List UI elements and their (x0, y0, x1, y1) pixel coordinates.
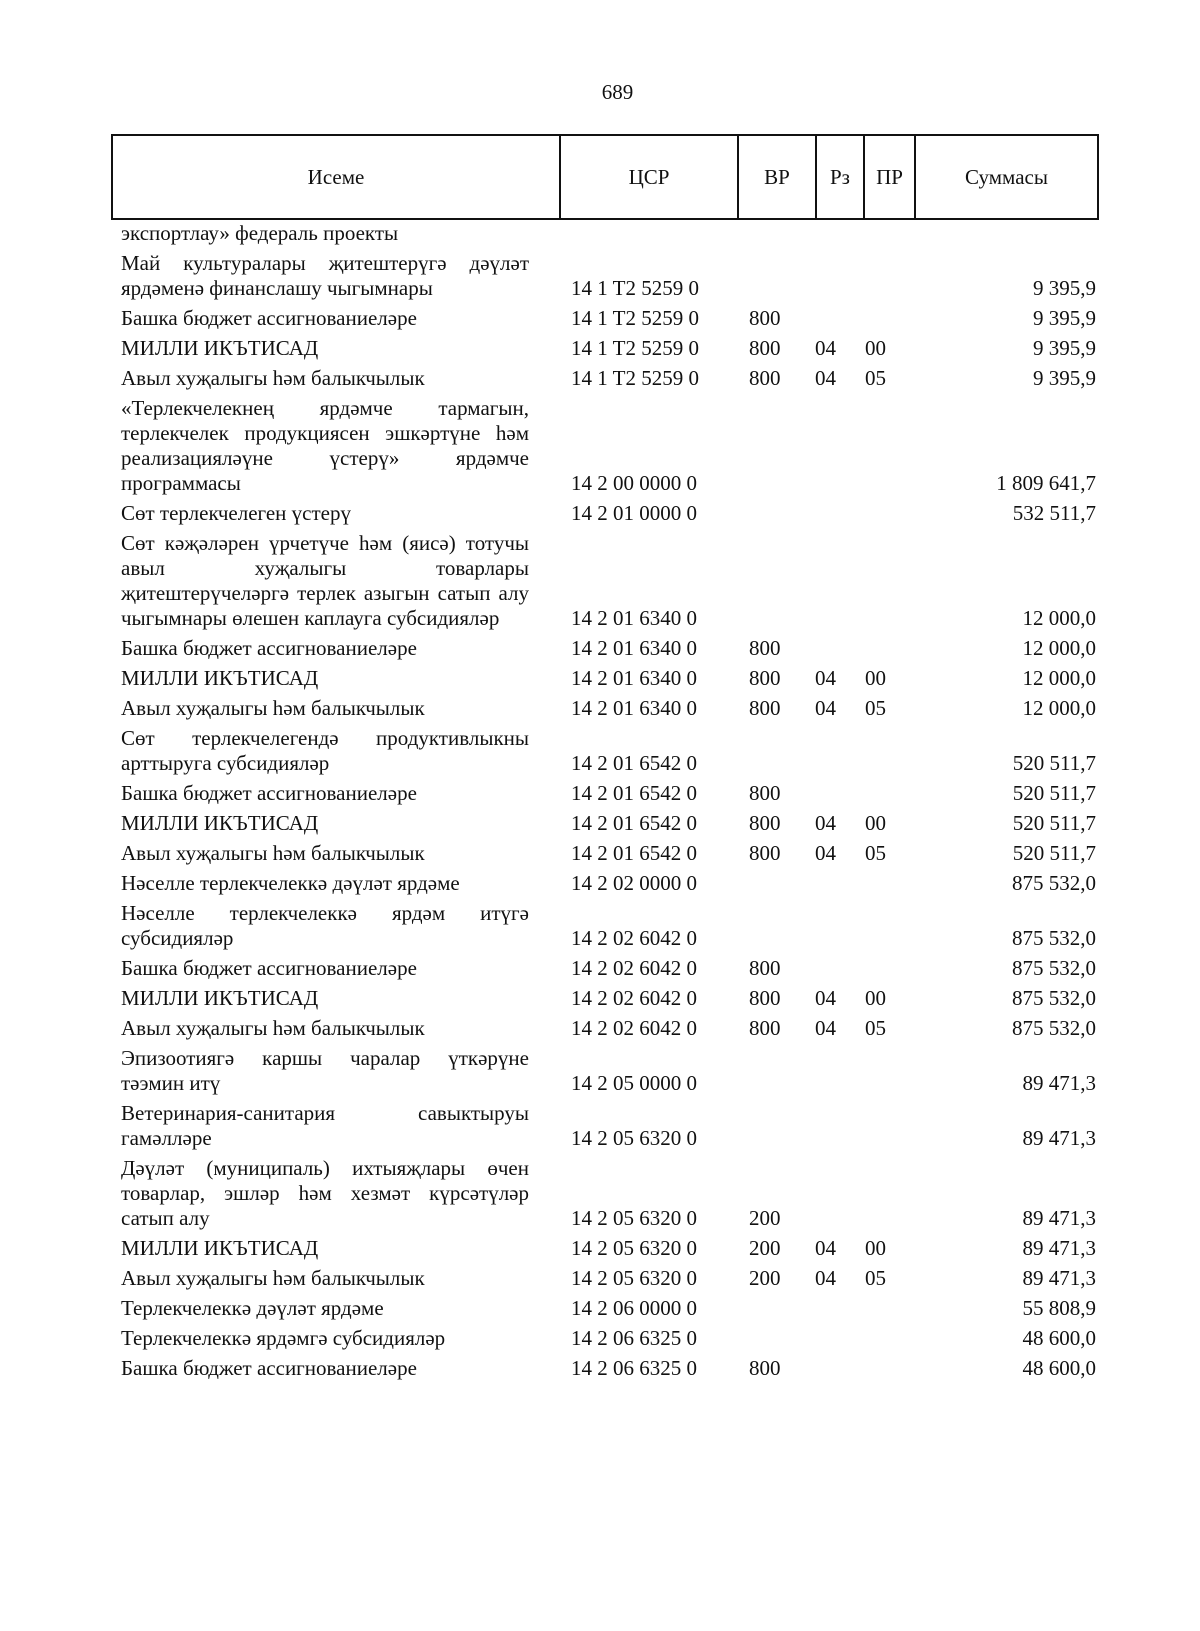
row-csr: 14 2 02 6042 0 (571, 1016, 697, 1040)
row-pr: 05 (865, 1016, 886, 1040)
row-name: Нәселле терлекчелеккә дәүләт ярдәме (121, 871, 460, 895)
row-pr: 05 (865, 366, 886, 390)
row-csr: 14 2 05 6320 0 (571, 1206, 697, 1230)
row-name: экспортлау» федераль проекты (121, 221, 399, 245)
row-sum: 55 808,9 (1022, 1296, 1096, 1320)
row-sum: 89 471,3 (1022, 1236, 1096, 1260)
table-row (121, 956, 1096, 981)
row-vr: 800 (749, 636, 781, 660)
row-csr: 14 2 01 6542 0 (571, 751, 697, 775)
table-row (121, 336, 1096, 361)
table-row (121, 396, 1096, 496)
header-csr: ЦСР (561, 136, 739, 218)
row-name: МИЛЛИ ИКЪТИСАД (121, 336, 319, 360)
row-sum: 48 600,0 (1022, 1326, 1096, 1350)
table-row (121, 781, 1096, 806)
row-vr: 200 (749, 1266, 781, 1290)
row-name: Ветеринария-санитария савыктыруы гамәлләре (121, 1101, 529, 1150)
row-csr: 14 1 T2 5259 0 (571, 276, 699, 300)
row-vr: 800 (749, 986, 781, 1010)
row-csr: 14 1 T2 5259 0 (571, 306, 699, 330)
row-rz: 04 (815, 811, 836, 835)
row-vr: 800 (749, 781, 781, 805)
row-vr: 800 (749, 1356, 781, 1380)
table-row (121, 221, 1096, 246)
row-rz: 04 (815, 1236, 836, 1260)
row-name: Авыл хуҗалыгы һәм балыкчылык (121, 1266, 425, 1290)
row-rz: 04 (815, 366, 836, 390)
row-sum: 875 532,0 (1012, 986, 1096, 1010)
row-vr: 800 (749, 696, 781, 720)
row-vr: 200 (749, 1236, 781, 1260)
row-name: МИЛЛИ ИКЪТИСАД (121, 986, 319, 1010)
row-csr: 14 2 01 6542 0 (571, 781, 697, 805)
row-sum: 89 471,3 (1022, 1206, 1096, 1230)
header-pr: ПР (865, 136, 916, 218)
row-sum: 520 511,7 (1012, 811, 1096, 835)
row-sum: 875 532,0 (1012, 926, 1096, 950)
row-sum: 89 471,3 (1022, 1071, 1096, 1095)
row-sum: 875 532,0 (1012, 1016, 1096, 1040)
row-vr: 200 (749, 1206, 781, 1230)
row-name: Терлекчелеккә ярдәмгә субсидияләр (121, 1326, 446, 1350)
table-row (121, 811, 1096, 836)
table-row (121, 1356, 1096, 1381)
table-row (121, 366, 1096, 391)
header-vr: ВР (739, 136, 817, 218)
row-sum: 520 511,7 (1012, 751, 1096, 775)
table-row (121, 636, 1096, 661)
row-name: Сөт терлекчелеген үстерү (121, 501, 351, 525)
row-csr: 14 2 05 6320 0 (571, 1126, 697, 1150)
row-csr: 14 2 01 6340 0 (571, 696, 697, 720)
row-csr: 14 2 05 6320 0 (571, 1236, 697, 1260)
header-name: Исеме (113, 136, 561, 218)
row-pr: 00 (865, 811, 886, 835)
row-sum: 875 532,0 (1012, 871, 1096, 895)
row-csr: 14 2 02 0000 0 (571, 871, 697, 895)
row-csr: 14 2 06 6325 0 (571, 1356, 697, 1380)
row-csr: 14 2 02 6042 0 (571, 956, 697, 980)
row-sum: 12 000,0 (1022, 696, 1096, 720)
row-csr: 14 2 05 6320 0 (571, 1266, 697, 1290)
row-rz: 04 (815, 336, 836, 360)
row-sum: 89 471,3 (1022, 1126, 1096, 1150)
row-vr: 800 (749, 811, 781, 835)
row-csr: 14 2 02 6042 0 (571, 986, 697, 1010)
header-sum: Суммасы (965, 164, 1048, 189)
row-sum: 9 395,9 (1033, 336, 1096, 360)
row-name: «Терлекчелекнең ярдәмче тармагын, терлекчелек продукциясен эшкәртүне һәм реализацияләүне үстерү» ярдәмче программасы (121, 396, 529, 495)
row-vr: 800 (749, 956, 781, 980)
row-csr: 14 1 T2 5259 0 (571, 336, 699, 360)
row-sum: 9 395,9 (1033, 366, 1096, 390)
table-row (121, 1046, 1096, 1096)
row-csr: 14 2 01 6340 0 (571, 606, 697, 630)
row-sum: 520 511,7 (1012, 781, 1096, 805)
table-body (121, 221, 1096, 1386)
row-csr: 14 2 02 6042 0 (571, 926, 697, 950)
table-header (111, 134, 1099, 220)
row-sum: 12 000,0 (1022, 636, 1096, 660)
row-rz: 04 (815, 666, 836, 690)
row-rz: 04 (815, 696, 836, 720)
row-csr: 14 2 01 0000 0 (571, 501, 697, 525)
row-vr: 800 (749, 1016, 781, 1040)
row-sum: 12 000,0 (1022, 606, 1096, 630)
row-csr: 14 2 01 6340 0 (571, 636, 697, 660)
row-pr: 05 (865, 696, 886, 720)
row-vr: 800 (749, 336, 781, 360)
row-name: Башка бюджет ассигнованиеләре (121, 306, 417, 330)
table-row (121, 1236, 1096, 1261)
page-number: 689 (601, 80, 634, 104)
table-row (121, 1156, 1096, 1231)
row-vr: 800 (749, 366, 781, 390)
row-name: Авыл хуҗалыгы һәм балыкчылык (121, 841, 425, 865)
row-vr: 800 (749, 306, 781, 330)
row-name: Сөт кәҗәләрен үрчетүче һәм (яисә) тотучы авыл хуҗалыгы товарлары җитештерүчеләргә терлек азыгын сатып алу чыгымнары өлешен каплауга субсидияләр (121, 531, 529, 630)
row-name: Сөт терлекчелегендә продуктивлыкны арттыруга субсидияләр (121, 726, 529, 775)
row-csr: 14 2 05 0000 0 (571, 1071, 697, 1095)
row-name: Дәүләт (муниципаль) ихтыяҗлары өчен товарлар, эшләр һәм хезмәт күрсәтүләр сатып алу (121, 1156, 529, 1230)
row-name: Башка бюджет ассигнованиеләре (121, 636, 417, 660)
table-row (121, 871, 1096, 896)
row-name: Башка бюджет ассигнованиеләре (121, 956, 417, 980)
row-sum: 532 511,7 (1012, 501, 1096, 525)
row-name: МИЛЛИ ИКЪТИСАД (121, 1236, 319, 1260)
row-pr: 05 (865, 841, 886, 865)
table-row (121, 666, 1096, 691)
row-csr: 14 2 01 6542 0 (571, 841, 697, 865)
row-name: Башка бюджет ассигнованиеләре (121, 1356, 417, 1380)
table-row (121, 1016, 1096, 1041)
table-row (121, 901, 1096, 951)
table-row (121, 531, 1096, 631)
row-pr: 00 (865, 986, 886, 1010)
row-sum: 1 809 641,7 (996, 471, 1096, 495)
table-row (121, 726, 1096, 776)
row-csr: 14 2 00 0000 0 (571, 471, 697, 495)
row-name: Авыл хуҗалыгы һәм балыкчылык (121, 696, 425, 720)
row-rz: 04 (815, 841, 836, 865)
table-row (121, 1296, 1096, 1321)
row-name: МИЛЛИ ИКЪТИСАД (121, 666, 319, 690)
row-name: Терлекчелеккә дәүләт ярдәме (121, 1296, 384, 1320)
row-csr: 14 2 06 0000 0 (571, 1296, 697, 1320)
table-row (121, 306, 1096, 331)
row-sum: 9 395,9 (1033, 306, 1096, 330)
header-rz: Рз (817, 136, 865, 218)
row-csr: 14 2 01 6542 0 (571, 811, 697, 835)
row-sum: 12 000,0 (1022, 666, 1096, 690)
row-sum: 9 395,9 (1033, 276, 1096, 300)
row-name: Башка бюджет ассигнованиеләре (121, 781, 417, 805)
row-csr: 14 1 T2 5259 0 (571, 366, 699, 390)
row-name: Эпизоотиягә каршы чаралар үткәрүне тәэмин итү (121, 1046, 529, 1095)
table-row (121, 696, 1096, 721)
row-rz: 04 (815, 1266, 836, 1290)
row-sum: 875 532,0 (1012, 956, 1096, 980)
table-row (121, 841, 1096, 866)
table-row (121, 1266, 1096, 1291)
row-name: Май культуралары җитештерүгә дәүләт ярдәменә финанслашу чыгымнары (121, 251, 529, 300)
row-pr: 00 (865, 336, 886, 360)
row-name: Авыл хуҗалыгы һәм балыкчылык (121, 366, 425, 390)
row-csr: 14 2 01 6340 0 (571, 666, 697, 690)
row-pr: 05 (865, 1266, 886, 1290)
row-pr: 00 (865, 666, 886, 690)
row-name: Авыл хуҗалыгы һәм балыкчылык (121, 1016, 425, 1040)
table-row (121, 986, 1096, 1011)
row-sum: 89 471,3 (1022, 1266, 1096, 1290)
row-pr: 00 (865, 1236, 886, 1260)
row-sum: 520 511,7 (1012, 841, 1096, 865)
table-row (121, 1101, 1096, 1151)
row-name: МИЛЛИ ИКЪТИСАД (121, 811, 319, 835)
row-vr: 800 (749, 841, 781, 865)
table-row (121, 501, 1096, 526)
row-sum: 48 600,0 (1022, 1356, 1096, 1380)
row-rz: 04 (815, 986, 836, 1010)
row-csr: 14 2 06 6325 0 (571, 1326, 697, 1350)
table-row (121, 251, 1096, 301)
row-name: Нәселле терлекчелеккә ярдәм итүгә субсидияләр (121, 901, 529, 950)
table-row (121, 1326, 1096, 1351)
row-vr: 800 (749, 666, 781, 690)
row-rz: 04 (815, 1016, 836, 1040)
